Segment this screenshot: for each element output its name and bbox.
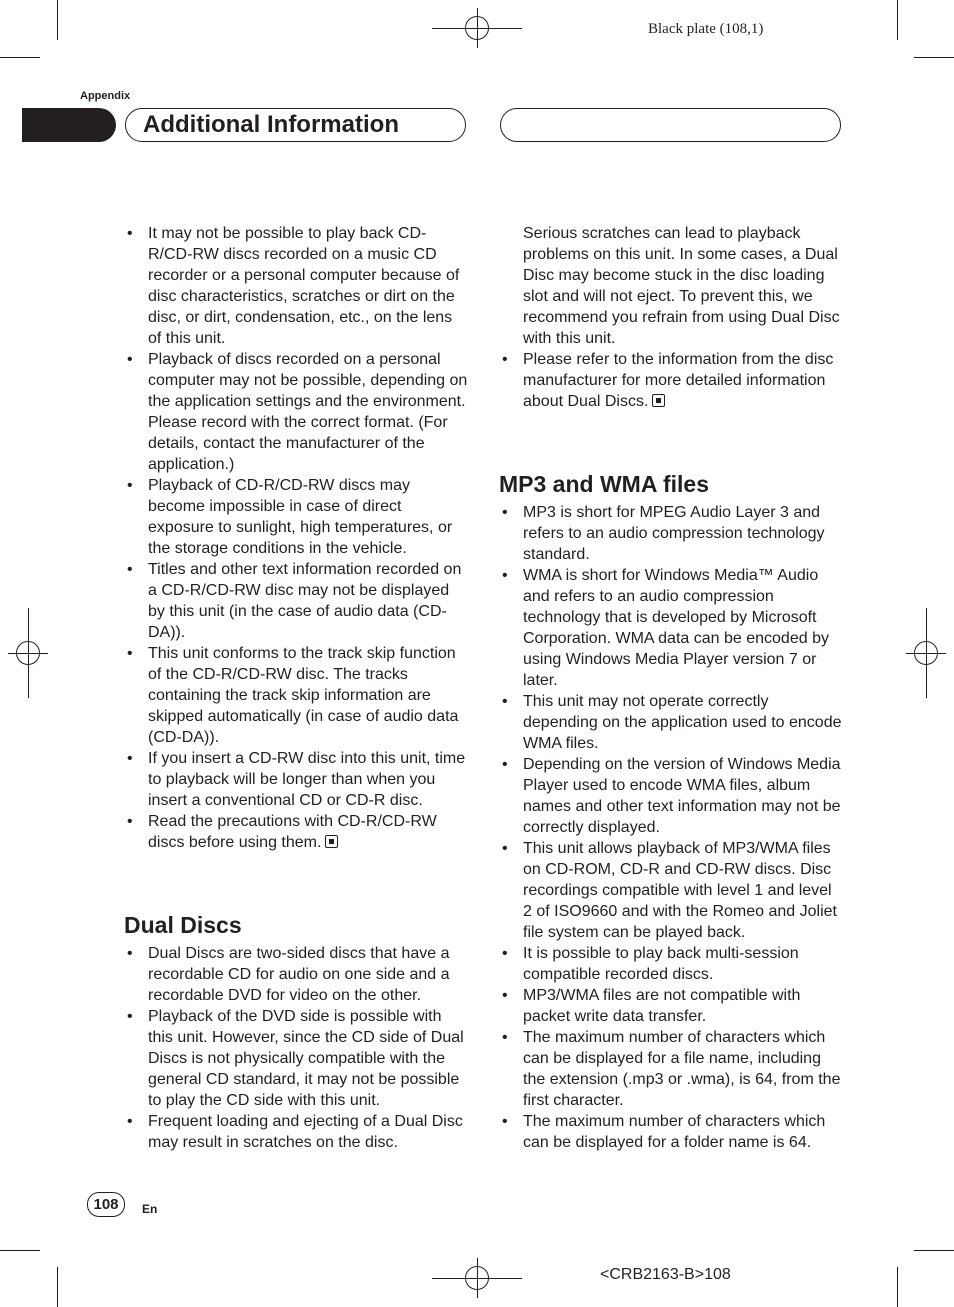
list-item: • The maximum number of characters which can be displayed for a file name, including the extension (.mp3 or .wma), is 64, from the first character. xyxy=(499,1027,844,1111)
list-item: • Dual Discs are two-sided discs that have a recordable CD for audio on one side and a recordable DVD for video on the other. xyxy=(124,943,469,1006)
end-of-section-icon xyxy=(652,394,665,407)
list-item: • Playback of the DVD side is possible with this unit. However, since the CD side of Dual Discs is not physically compatible with the general CD standard, it may not be possible to play the CD side with this unit. xyxy=(124,1006,469,1111)
left-column xyxy=(124,223,469,1153)
dual-discs-heading: Dual Discs xyxy=(124,912,242,938)
list-item: • This unit may not operate correctly depending on the application used to encode WMA files. xyxy=(499,691,844,754)
empty-header-tab xyxy=(500,108,841,142)
section-label: Appendix xyxy=(80,90,131,102)
section-tab-marker xyxy=(22,108,116,142)
end-of-section-icon xyxy=(325,835,338,848)
list-item: • Playback of CD-R/CD-RW discs may become impossible in case of direct exposure to sunlight, high temperatures, or the storage conditions in the vehicle. xyxy=(124,475,469,559)
dual-discs-list xyxy=(124,943,469,1153)
dual-discs-continuation: Serious scratches can lead to playback problems on this unit. In some cases, a Dual Disc may become stuck in the disc loading slot and will not eject. To prevent this, we recommend you refrain from using Dual Disc with this unit. xyxy=(523,225,840,347)
list-item: • Read the precautions with CD-R/CD-RW discs before using them. xyxy=(124,811,469,853)
chapter-title-tab xyxy=(125,108,466,142)
list-item: • Please refer to the information from the disc manufacturer for more detailed information about Dual Discs. xyxy=(499,349,844,412)
list-item: • It is possible to play back multi-session compatible recorded discs. xyxy=(499,943,844,985)
chapter-title: Additional Information xyxy=(143,111,399,138)
language-label: En xyxy=(142,1202,158,1216)
right-column xyxy=(499,223,844,1153)
list-item: • Frequent loading and ejecting of a Dual Disc may result in scratches on the disc. xyxy=(124,1111,469,1153)
list-item: • It may not be possible to play back CD-R/CD-RW discs recorded on a music CD recorder or a personal computer because of disc characteristics, scratches or dirt on the disc, or dirt, condensation, etc., on the lens of this unit. xyxy=(124,223,469,349)
list-item: • This unit allows playback of MP3/WMA files on CD-ROM, CD-R and CD-RW discs. Disc recordings compatible with level 1 and level 2 of ISO9660 and with the Romeo and Joliet file system can be played back. xyxy=(499,838,844,943)
list-item: • Depending on the version of Windows Media Player used to encode WMA files, album names and other text information may not be correctly displayed. xyxy=(499,754,844,838)
list-item: • If you insert a CD-RW disc into this unit, time to playback will be longer than when you insert a conventional CD or CD-R disc. xyxy=(124,748,469,811)
list-item: • The maximum number of characters which can be displayed for a folder name is 64. xyxy=(499,1111,844,1153)
footer-code: <CRB2163-B>108 xyxy=(600,1266,731,1283)
plate-label: Black plate (108,1) xyxy=(648,21,764,37)
page-number: 108 xyxy=(87,1192,125,1217)
mp3-wma-list xyxy=(499,502,844,1153)
list-item: • MP3/WMA files are not compatible with packet write data transfer. xyxy=(499,985,844,1027)
list-item: • This unit conforms to the track skip function of the CD-R/CD-RW disc. The tracks containing the track skip information are skipped automatically (in case of audio data (CD-DA)). xyxy=(124,643,469,748)
dual-discs-list-continued xyxy=(499,349,844,412)
cdr-precautions-list xyxy=(124,223,469,853)
list-item: • Titles and other text information recorded on a CD-R/CD-RW disc may not be displayed by this unit (in the case of audio data (CD-DA)). xyxy=(124,559,469,643)
list-item: • MP3 is short for MPEG Audio Layer 3 and refers to an audio compression technology standard. xyxy=(499,502,844,565)
list-item: • Playback of discs recorded on a personal computer may not be possible, depending on the application settings and the environment. Please record with the correct format. (For details, contact the manufacturer of the application.) xyxy=(124,349,469,475)
list-item: • WMA is short for Windows Media™ Audio and refers to an audio compression technology that is developed by Microsoft Corporation. WMA data can be encoded by using Windows Media Player version 7 or later. xyxy=(499,565,844,691)
mp3-wma-heading: MP3 and WMA files xyxy=(499,471,709,497)
